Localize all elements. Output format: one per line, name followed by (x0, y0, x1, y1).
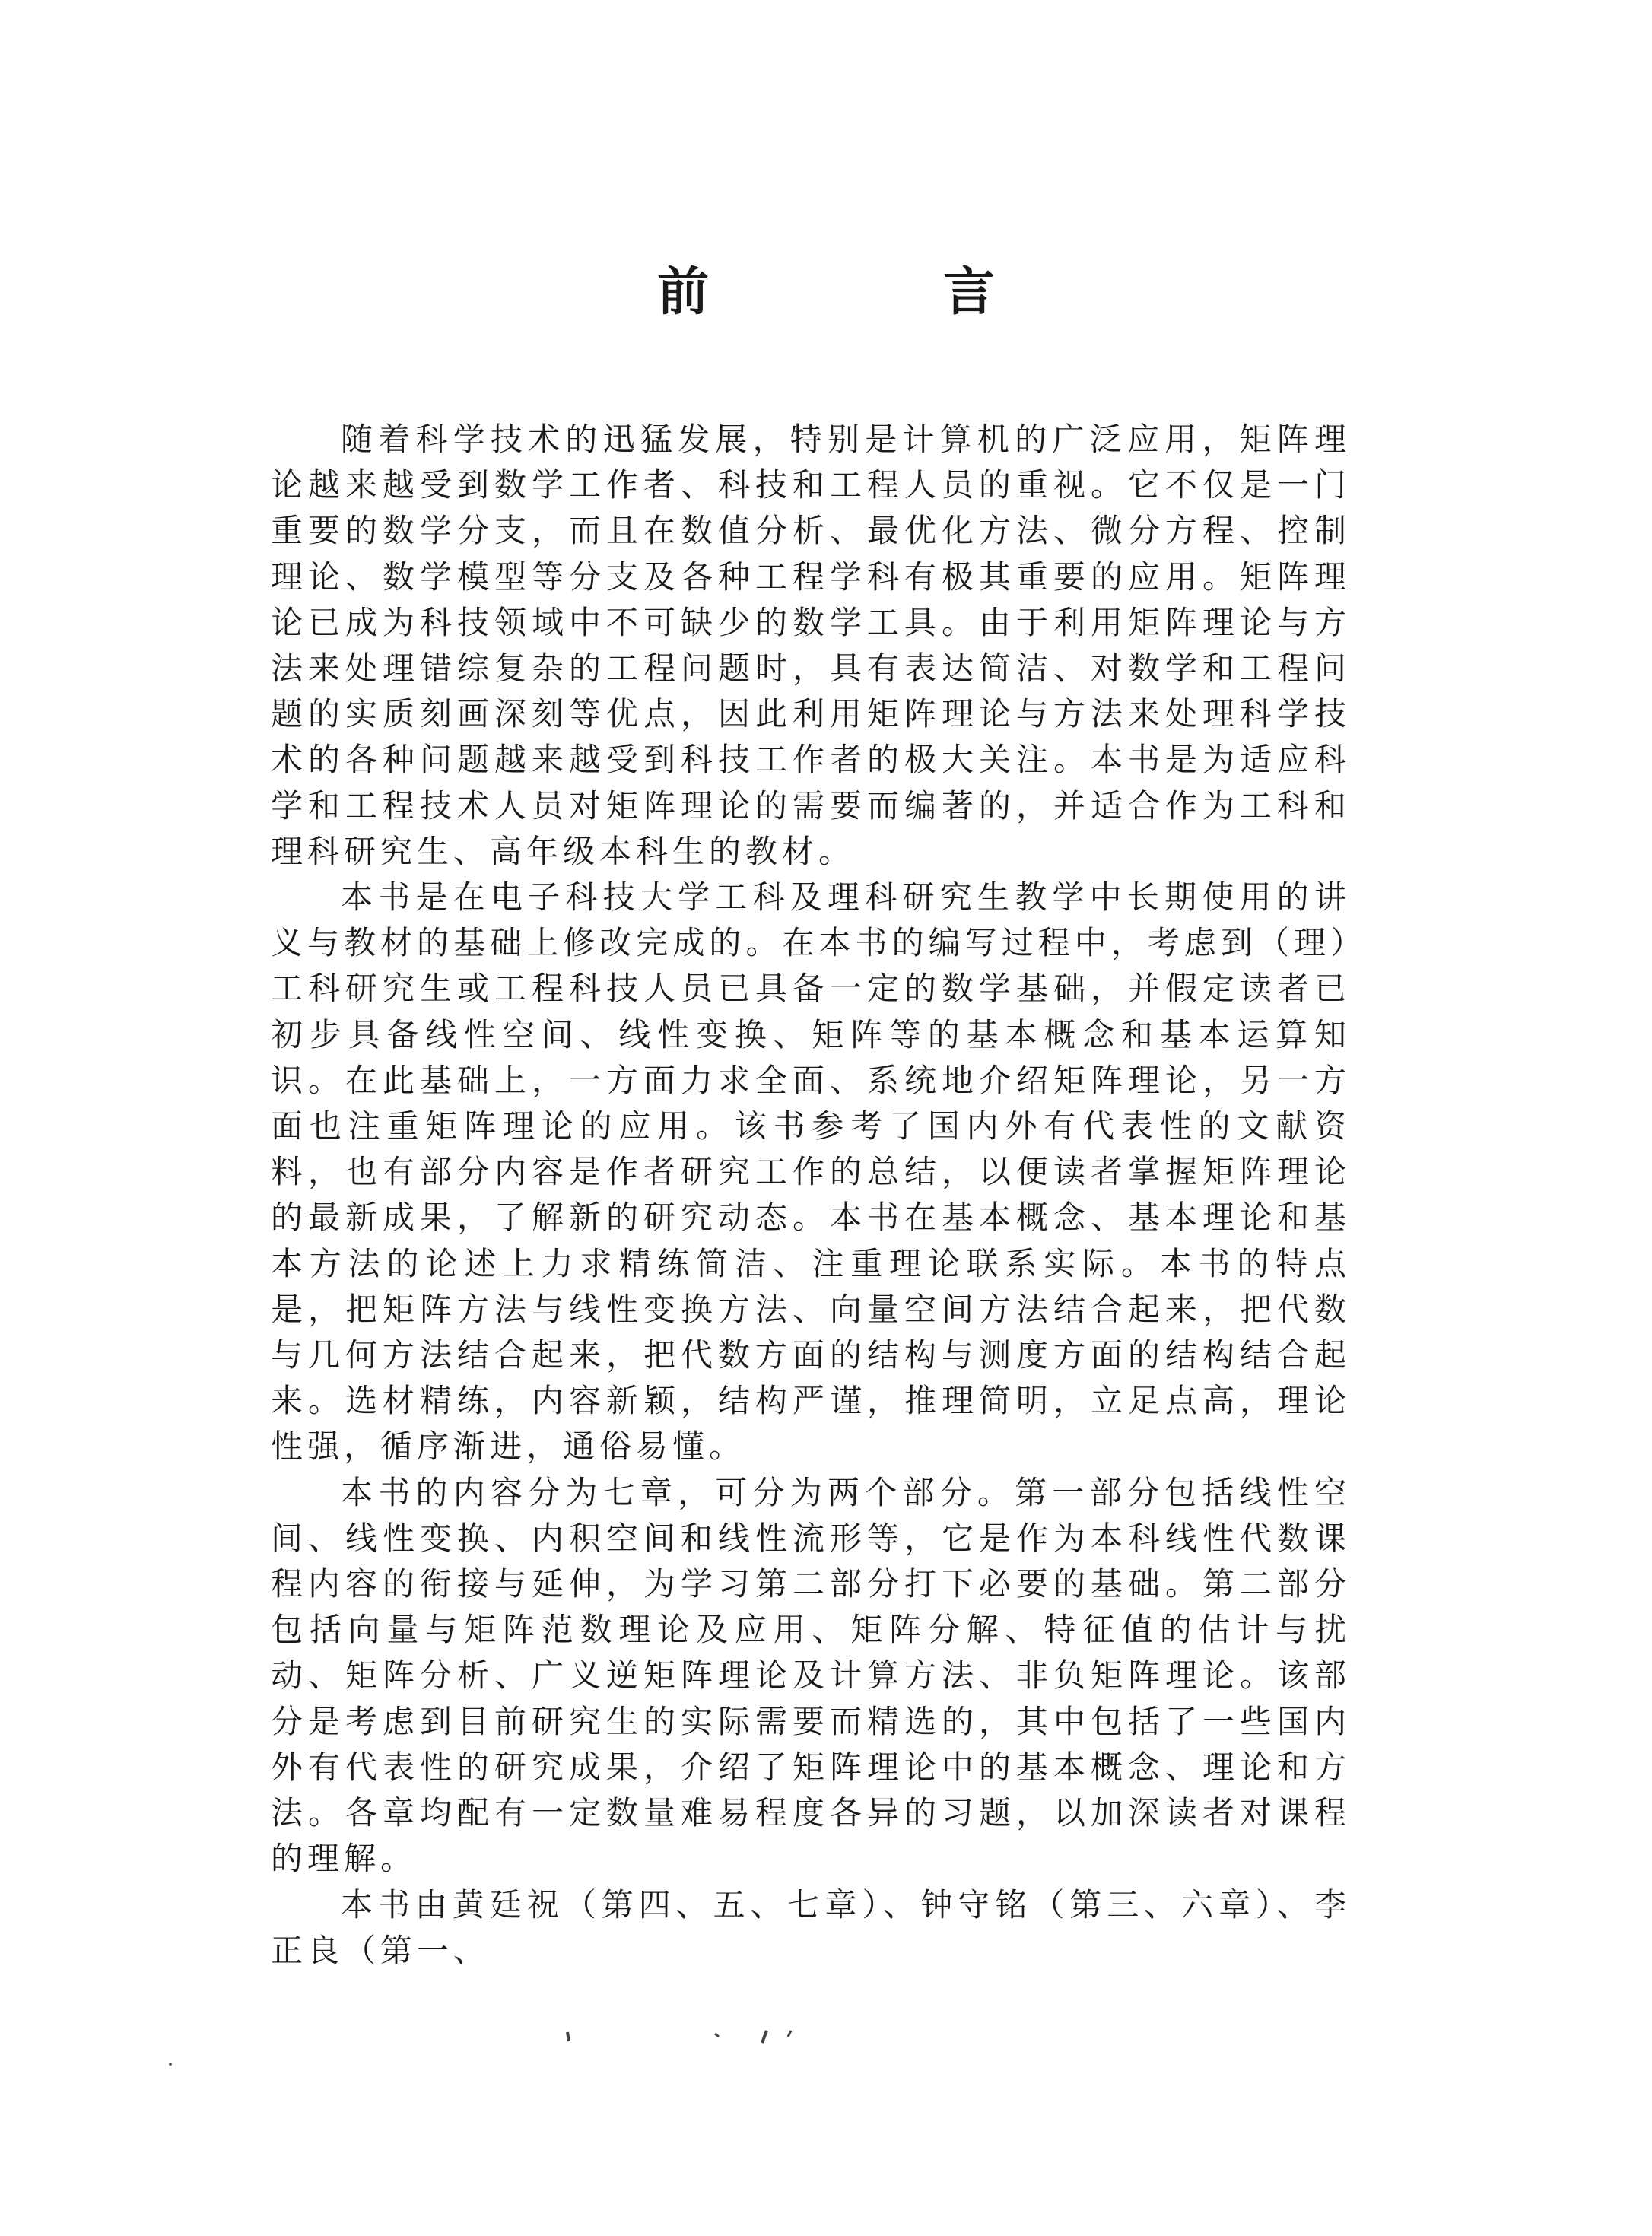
paragraph-4: 本书由黄廷祝（第四、五、七章）、钟守铭（第三、六章）、李正良（第一、 (271, 1885, 1351, 1969)
body-text (271, 417, 1351, 1974)
scan-dot (169, 2063, 172, 2066)
paragraph-1: 随着科学技术的迅猛发展，特别是计算机的广泛应用，矩阵理论越来越受到数学工作者、科技和工程人员的重视。它不仅是一门重要的数学分支，而且在数值分析、最优化方法、微分方程、控制理论、数学模型等分支及各种工程学科有极其重要的应用。矩阵理论已成为科技领域中不可缺少的数学工具。由于利用矩阵理论与方法来处理错综复杂的工程问题时，具有表达简洁、对数学和工程问题的实质刻画深刻等优点，因此利用矩阵理论与方法来处理科学技术的各种问题越来越受到科技工作者的极大关注。本书是为适应科学和工程技术人员对矩阵理论的需要而编著的，并适合作为工科和理科研究生、高年级本科生的教材。 (271, 421, 1351, 870)
page-title: 前 言 (656, 262, 1086, 322)
paragraph-2: 本书是在电子科技大学工科及理科研究生教学中长期使用的讲义与教材的基础上修改完成的。在本书的编写过程中，考虑到（理）工科研究生或工程科技人员已具备一定的数学基础，并假定读者已初步具备线性空间、线性变换、矩阵等的基本概念和基本运算知识。在此基础上，一方面力求全面、系统地介绍矩阵理论，另一方面也注重矩阵理论的应用。该书参考了国内外有代表性的文献资料，也有部分内容是作者研究工作的总结，以便读者掌握矩阵理论的最新成果，了解新的研究动态。本书在基本概念、基本理论和基本方法的论述上力求精练简洁、注重理论联系实际。本书的特点是，把矩阵方法与线性变换方法、向量空间方法结合起来，把代数与几何方法结合起来，把代数方面的结构与测度方面的结构结合起来。选材精练，内容新颖，结构严谨，推理简明，立足点高，理论性强，循序渐进，通俗易懂。 (271, 878, 1351, 1466)
scan-artifact-marks (563, 2029, 867, 2044)
paragraph-3: 本书的内容分为七章，可分为两个部分。第一部分包括线性空间、线性变换、内积空间和线性流形等，它是作为本科线性代数课程内容的衔接与延伸，为学习第二部分打下必要的基础。第二部分包括向量与矩阵范数理论及应用、矩阵分解、特征值的估计与扰动、矩阵分析、广义逆矩阵理论及计算方法、非负矩阵理论。该部分是考虑到目前研究生的实际需要而精选的，其中包括了一些国内外有代表性的研究成果，介绍了矩阵理论中的基本概念、理论和方法。各章均配有一定数量难易程度各异的习题，以加深读者对课程的理解。 (271, 1473, 1351, 1878)
